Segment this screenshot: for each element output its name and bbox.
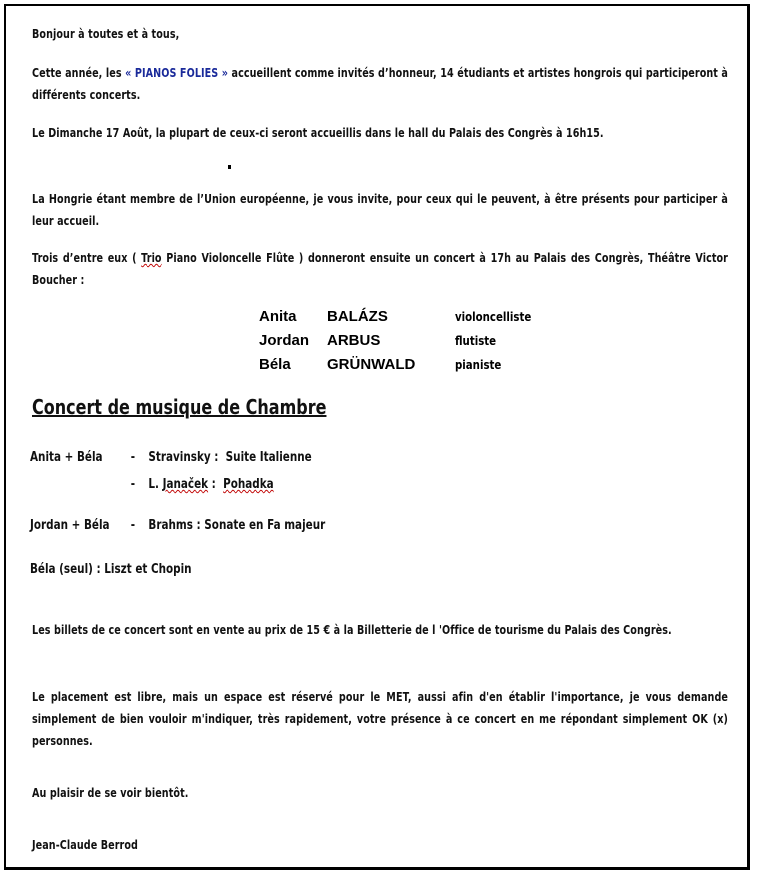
- stray-dot: [228, 165, 231, 169]
- program-work: Pohadka: [223, 477, 274, 492]
- program-composer-suffix: :: [208, 477, 216, 492]
- intro-after: accueillent comme invités d’honneur, 14 étudiants et artistes hongrois qui participeront à différents concerts.: [32, 66, 729, 102]
- program-work: Suite Italienne: [225, 450, 312, 465]
- sunday-paragraph: Le Dimanche 17 Août, la plupart de ceux-ci seront accueillis dans le hall du Palais des Congrès à 16h15.: [32, 126, 604, 140]
- program-row: [30, 477, 274, 492]
- performer-last-name: BALÁZS: [327, 308, 388, 325]
- program-title: Concert de musique de Chambre: [32, 395, 327, 419]
- performer-list: [259, 305, 545, 377]
- closing-line: Au plaisir de se voir bientôt.: [32, 786, 189, 800]
- performer-row: [259, 329, 545, 353]
- trio-after: Piano Violoncelle Flûte ) donneront ensuite un concert à 17h au Palais des Congrès, Théâtre Victor Boucher :: [32, 251, 729, 287]
- tickets-paragraph: Les billets de ce concert sont en vente au prix de 15 € à la Billetterie de l 'Office de tourisme du Palais des Congrès.: [32, 623, 672, 637]
- program-composer-name: Janaček: [162, 477, 209, 492]
- signature: Jean-Claude Berrod: [32, 838, 138, 852]
- performer-first-name: Anita: [259, 308, 297, 325]
- program-composer: Stravinsky :: [148, 450, 219, 465]
- trio-before: Trois d’entre eux (: [32, 251, 142, 265]
- performer-row: [259, 305, 545, 329]
- program-dash: -: [130, 518, 136, 533]
- performer-first-name: Béla: [259, 356, 291, 373]
- pianos-folies-highlight: « PIANOS FOLIES »: [125, 66, 229, 80]
- greeting: Bonjour à toutes et à tous,: [32, 27, 180, 41]
- program-dash: -: [130, 450, 136, 465]
- trio-paragraph: [32, 247, 728, 291]
- placement-paragraph: Le placement est libre, mais un espace est réservé pour le MET, aussi afin d'en établir l'importance, je vous demande simplement de bien vouloir m'indiquer, très rapidement, votre présence à ce concert en me répondant simplement OK (x) personnes.: [32, 690, 728, 748]
- intro-paragraph: [32, 62, 728, 106]
- intro-before: Cette année, les: [32, 66, 126, 80]
- program-performers: Jordan + Béla: [30, 518, 110, 533]
- performer-role: pianiste: [455, 358, 502, 372]
- performer-role: violoncelliste: [455, 310, 532, 324]
- program-solo: Béla (seul) : Liszt et Chopin: [30, 562, 192, 577]
- performer-first-name: Jordan: [259, 332, 310, 349]
- program-row: [30, 518, 325, 533]
- performer-last-name: ARBUS: [327, 332, 381, 349]
- program-dash: -: [130, 477, 136, 492]
- performer-row: [259, 353, 545, 377]
- program-composer: Brahms : Sonate en Fa majeur: [148, 518, 326, 533]
- performer-role: flutiste: [455, 334, 497, 348]
- hungary-paragraph: La Hongrie étant membre de l’Union européenne, je vous invite, pour ceux qui le peuvent, à être présents pour participer à leur accueil.: [32, 192, 728, 228]
- program-performers: Anita + Béla: [30, 450, 103, 465]
- program-row: [30, 450, 312, 465]
- program-composer-prefix: L.: [148, 477, 163, 492]
- performer-last-name: GRÜNWALD: [327, 356, 416, 373]
- trio-word: Trio: [141, 251, 162, 265]
- program-row: [30, 562, 192, 577]
